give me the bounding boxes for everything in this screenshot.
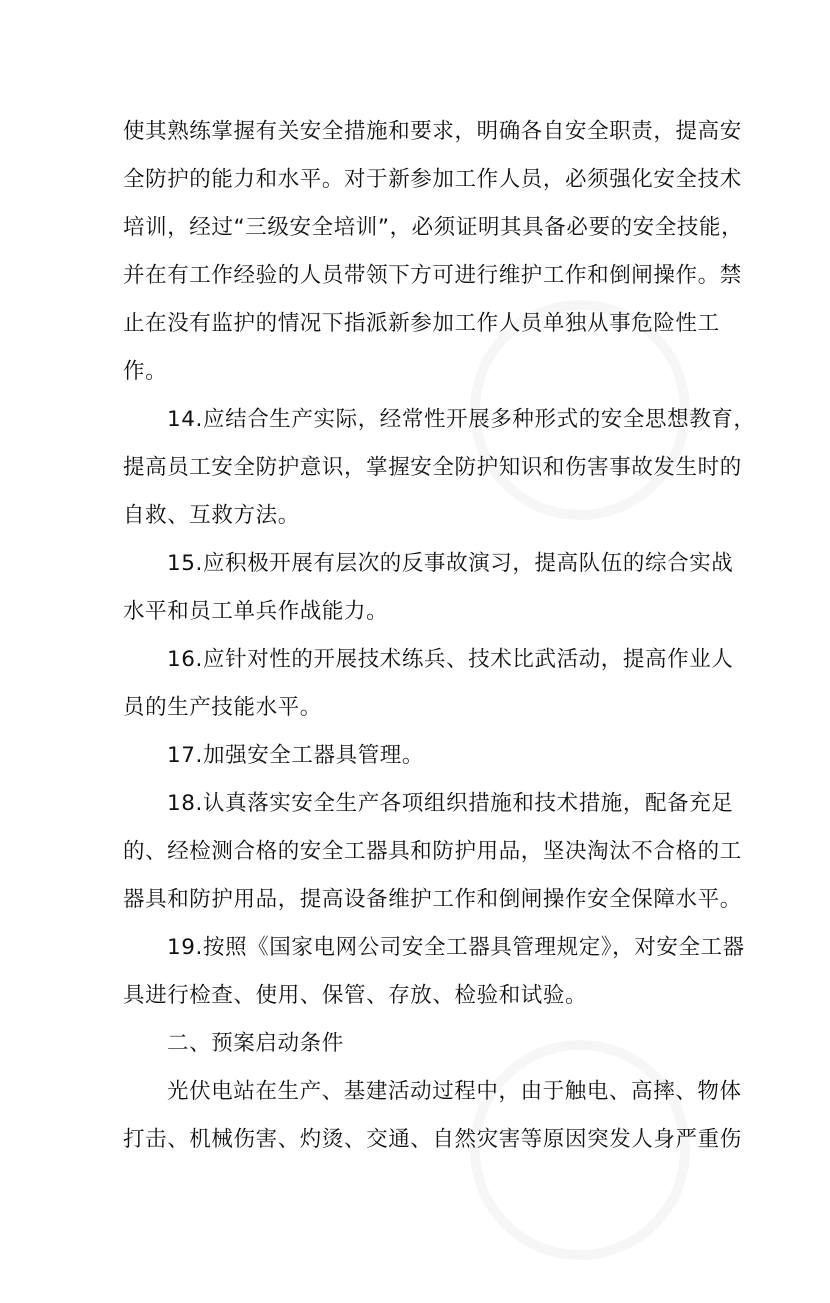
item-18-line: 18.认真落实安全生产各项组织措施和技术措施，配备充足: [167, 791, 734, 816]
section-heading: 二、预案启动条件: [167, 1031, 344, 1056]
text-line: 器具和防护用品，提高设备维护工作和倒闸操作安全保障水平。: [123, 887, 742, 912]
text-line: 光伏电站在生产、基建活动过程中，由于触电、高摔、物体: [167, 1079, 742, 1104]
item-16-line: 16.应针对性的开展技术练兵、技术比武活动，提高作业人: [167, 647, 734, 672]
text-line: 自救、互救方法。: [123, 503, 300, 528]
text-line: 全防护的能力和水平。对于新参加工作人员，必须强化安全技术: [123, 167, 742, 192]
text-line: 的、经检测合格的安全工器具和防护用品，坚决淘汰不合格的工: [123, 839, 742, 864]
item-17-line: 17.加强安全工器具管理。: [167, 743, 424, 768]
text-line: 具进行检查、使用、保管、存放、检验和试验。: [123, 983, 588, 1008]
text-line: 员的生产技能水平。: [123, 695, 322, 720]
item-15-line: 15.应积极开展有层次的反事故演习，提高队伍的综合实战: [167, 551, 734, 576]
text-line: 作。: [123, 359, 168, 384]
document-body: [123, 108, 756, 1164]
text-line: 使其熟练掌握有关安全措施和要求，明确各自安全职责，提高安: [123, 119, 742, 144]
text-line: 水平和员工单兵作战能力。: [123, 599, 389, 624]
text-line: 提高员工安全防护意识，掌握安全防护知识和伤害事故发生时的: [123, 455, 742, 480]
item-19-line: 19.按照《国家电网公司安全工器具管理规定》，对安全工器: [167, 935, 745, 960]
text-line: 并在有工作经验的人员带领下方可进行维护工作和倒闸操作。禁: [123, 263, 742, 288]
text-line: 培训，经过“三级安全培训”，必须证明其具备必要的安全技能，: [123, 215, 744, 240]
text-line: 打击、机械伤害、灼烫、交通、自然灾害等原因突发人身严重伤: [123, 1127, 742, 1152]
item-14-line: 14.应结合生产实际，经常性开展多种形式的安全思想教育，: [167, 407, 756, 432]
text-line: 止在没有监护的情况下指派新参加工作人员单独从事危险性工: [123, 311, 720, 336]
